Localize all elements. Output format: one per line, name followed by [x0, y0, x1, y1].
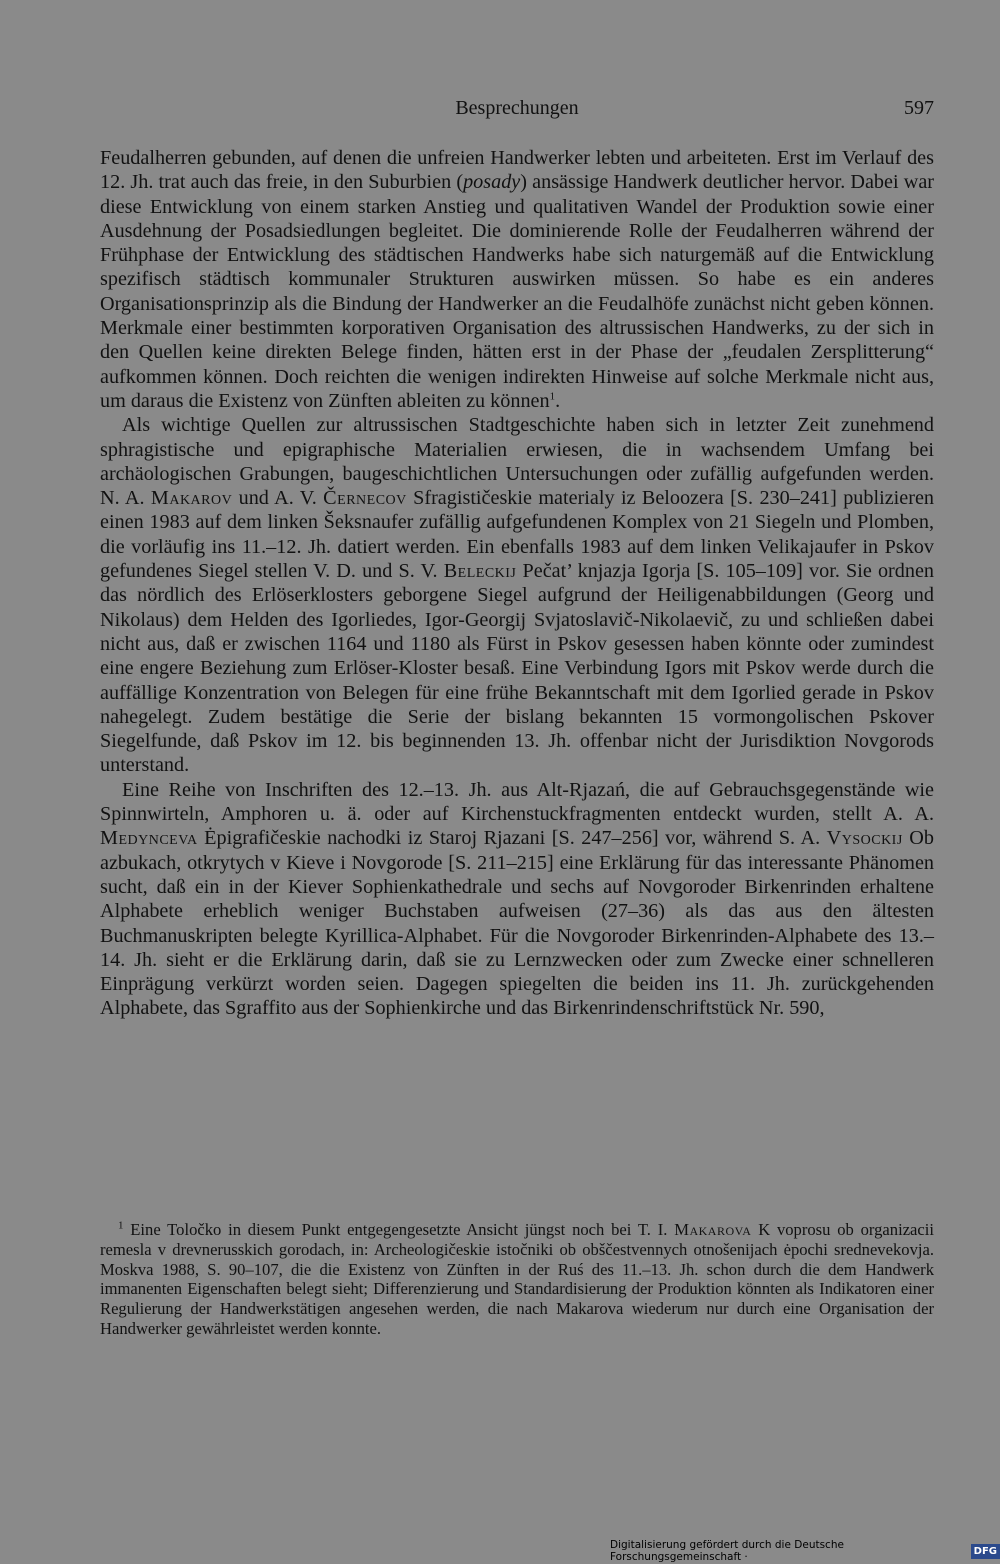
paragraph-1	[100, 146, 934, 413]
dfg-logo-icon[interactable]: DFG	[971, 1544, 1000, 1559]
paragraph-2-a: Als wichtige Quellen zur altrussischen Stadtgeschichte haben sich in letzter Zeit zunehmend sphragistische und epigraphische Materialien erwiesen, die in wachsendem Umfang bei archäologischen Grabungen, baugeschichtlichen Untersuchungen oder zufällig aufgefunden werden. N. A.	[100, 414, 934, 510]
paragraph-1-text2: ) ansässige Handwerk deutlicher hervor. Dabei war diese Entwicklung von einem starken Anstieg und qualitativen Wandel der Produktion sowie einer Ausdehnung der Posadsiedlungen begleitet. Die dominierende Rolle der Feudalherren während der Frühphase der Entwicklung des städtischen Handwerks habe sich naturgemäß auf die Entwicklung spezifisch städtisch kommunaler Strukturen auswirken müssen. So habe es ein anderes Organisationsprinzip als die Bindung der Handwerker an die Feudalhöfe zunächst nicht geben können. Merkmale einer bestimmten korporativen Organisation des altrussischen Handwerks, zu der sich in den Quellen keine direkten Belege finden, hätten erst in der Phase der „feudalen Zersplitterung“ aufkommen können. Doch reichten die wenigen indirekten Hinweise auf solche Merkmale nicht aus, um daraus die Existenz von Zünften ableiten zu können	[100, 171, 934, 412]
footnote-a: Eine Toločko in diesem Punkt entgegengesetzte Ansicht jüngst noch bei T. I.	[123, 1220, 675, 1239]
italic-term: posady	[463, 171, 521, 194]
running-title: Besprechungen	[455, 97, 579, 119]
digitization-footer	[610, 1541, 1000, 1561]
paragraph-2-c: Sfragističeskie materialy iz Beloozera [S. 230–241] publizieren einen 1983 auf dem linken Šeksnaufer zufällig aufgefundenen Komplex von 21 Siegeln und Plomben, die vorläufig ins 11.–12. Jh. datiert werden. Ein ebenfalls 1983 auf dem linken Velikajaufer in Pskov gefundenes Siegel stellen V. D. und S. V.	[100, 487, 934, 583]
footnote-marker: 1	[118, 1219, 124, 1232]
paragraph-2-d: Pečat’ knjazja Igorja [S. 105–109] vor. Sie ordnen das nördlich des Erlöserklosters geborgene Siegel aufgrund der Heiligenabbildungen (Georg und Nikolaus) dem Helden des Igorliedes, Igor-Georgij Svjatoslavič-Nikolaevič, zu und schließen dabei nicht aus, daß er zwischen 1164 und 1180 als Fürst in Pskov gesessen haben könnte oder zumindest eine engere Beziehung zum Erlöser-Kloster besaß. Eine Verbindung Igors mit Pskov werde durch die auffällige Konzentration von Belegen für eine frühe Bekanntschaft mit dem Igorlied gerade in Pskov nahegelegt. Zudem bestätige die Serie der bislang bekannten 15 vormongolischen Pskover Siegelfunde, daß Pskov im 12. bis beginnenden 13. Jh. offenbar nicht der Jurisdiktion Novgorods unterstand.	[100, 560, 935, 777]
author-name: Černecov	[323, 487, 407, 510]
paragraph-3-c: Ob azbukach, otkrytych v Kieve i Novgorode [S. 211–215] eine Erklärung für das interessante Phänomen sucht, daß ein in der Kiever Sophienkathedrale und sechs auf Novgoroder Birkenrinden erhaltene Alphabete erheblich weniger Buchstaben aufweisen (27–36) als das aus den ältesten Buchmanuskripten belegte Kyrillica-Alphabet. Für die Novgoroder Birkenrinden-Alphabete des 13.–14. Jh. sieht er die Erklärung darin, daß sie zu Lernzwecken oder zum Zwecke einer schnelleren Einprägung verkürzt worden seien. Dagegen spiegelten die beiden ins 11. Jh. zurückgehenden Alphabete, das Sgraffito aus der Sophienkirche und das Birkenrindenschriftstück Nr. 590,	[100, 827, 934, 1020]
page-header	[100, 92, 934, 124]
footnote-1	[100, 1220, 934, 1339]
page-number: 597	[904, 97, 934, 119]
footnote	[100, 1220, 934, 1339]
author-name: Makarova	[674, 1220, 752, 1239]
footnote-b: K voprosu ob organizacii remesla v drevnerusskich gorodach, in: Archeologičeskie istočniki ob obščestvennych otnošenijach ėpochi srednevekovja. Moskva 1988, S. 90–107, die die Existenz von Zünften in der Ruś des 11.–13. Jh. schon durch die dem Handwerk immanenten Eigenschaften belegt sieht; Differenzierung und Standardisierung der Produktion könnten als Indikatoren einer Regulierung der Handwerkstätigen angesehen werden, die nach Makarova wiederum nur durch eine Organisation der Handwerker gewährleistet werden konnte.	[100, 1220, 935, 1338]
paragraph-2-b: und A. V.	[232, 487, 324, 510]
author-name: Medynceva	[100, 827, 198, 850]
author-name: Vysockij	[826, 827, 903, 850]
paragraph-1-text: Feudalherren gebunden, auf denen die unfreien Handwerker lebten und arbeiteten. Erst im Verlauf des 12. Jh. trat auch das freie, in den Suburbien (	[100, 147, 934, 194]
paragraph-3-a: Eine Reihe von Inschriften des 12.–13. Jh. aus Alt-Rjazań, die auf Gebrauchsgegenstände wie Spinnwirteln, Amphoren u. ä. oder auf Kirchenstuckfragmenten entdeckt wurden, stellt A. A.	[100, 778, 934, 826]
paragraph-2	[100, 413, 934, 777]
body-text	[100, 146, 934, 1021]
footer-text: Digitalisierung gefördert durch die Deutsche Forschungsgemeinschaft ·	[610, 1539, 844, 1563]
author-name: Makarov	[150, 487, 233, 510]
paragraph-1-end: .	[555, 389, 561, 412]
footnote-ref[interactable]: 1	[549, 390, 556, 403]
paragraph-3	[100, 778, 934, 1021]
author-name: Beleckij	[443, 560, 517, 583]
paragraph-3-b: Ėpigrafičeskie nachodki iz Staroj Rjazani [S. 247–256] vor, während S. A.	[197, 827, 827, 850]
